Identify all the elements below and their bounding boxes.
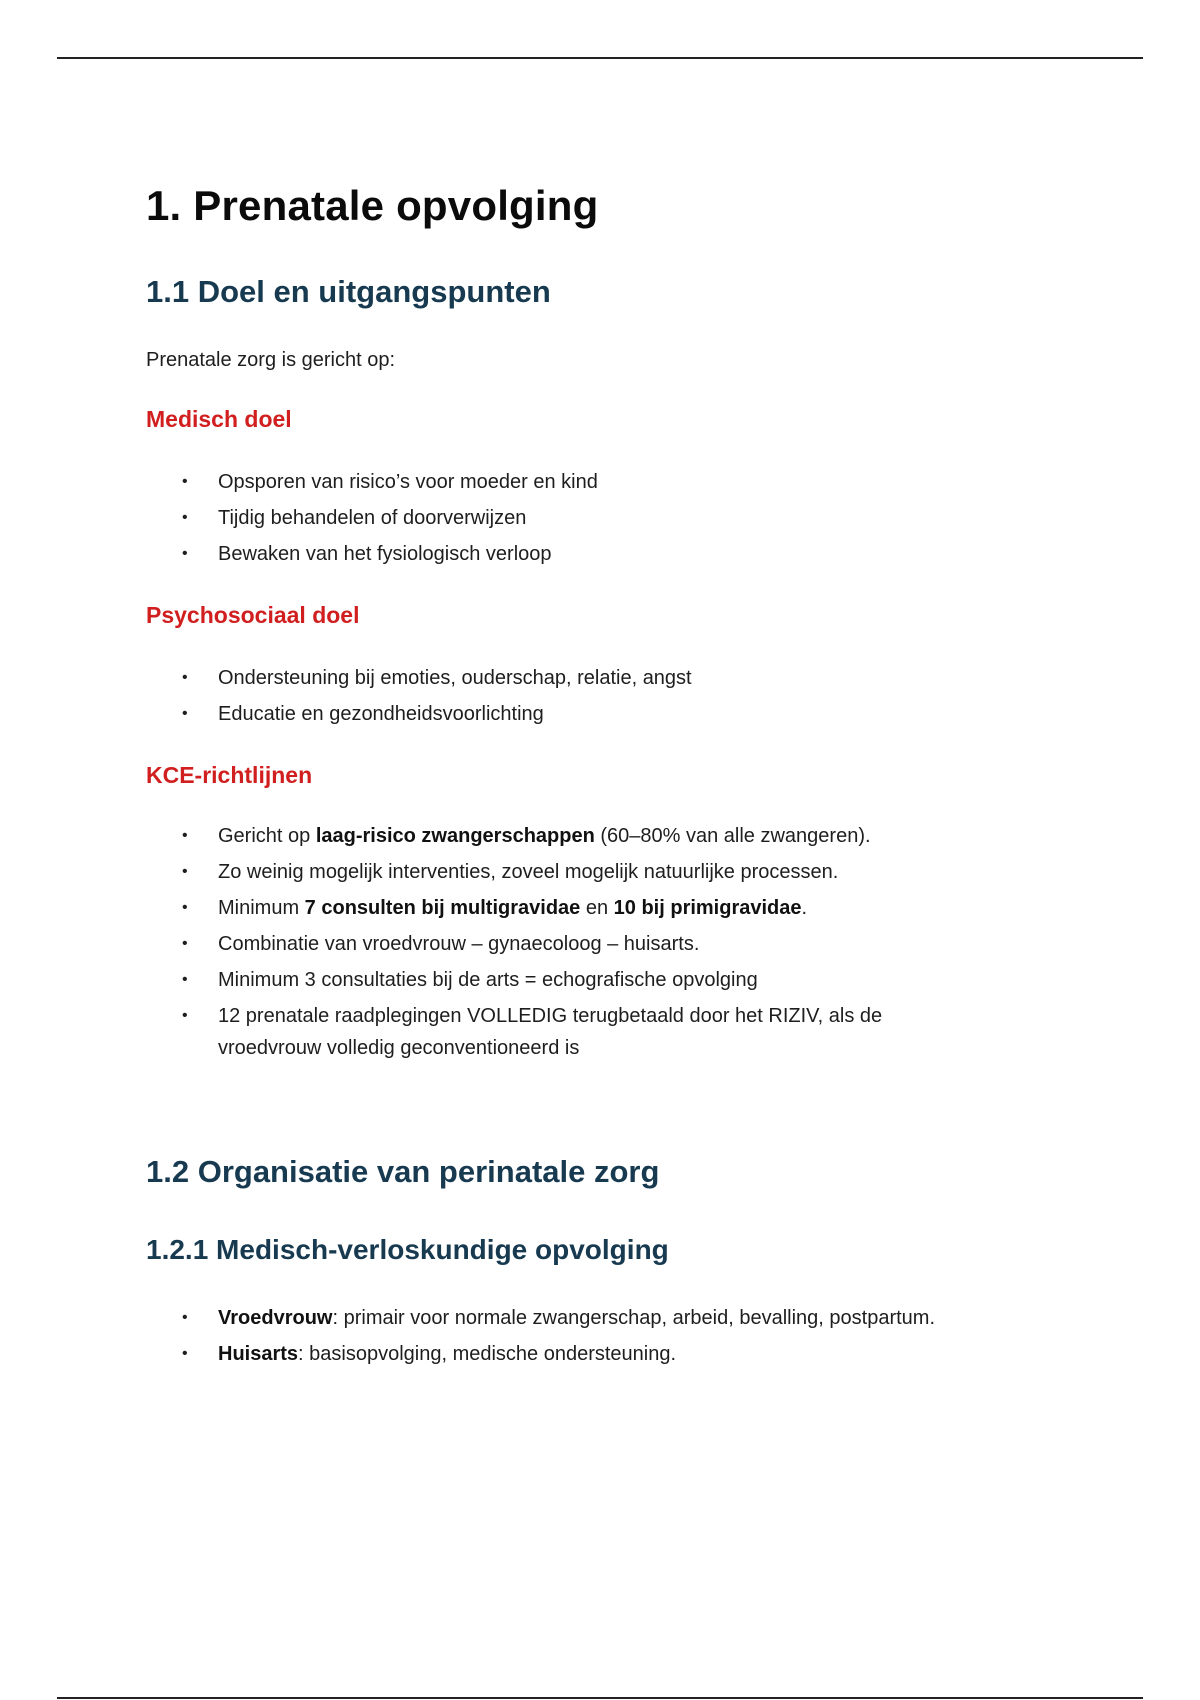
- bullet-icon: •: [182, 1007, 188, 1024]
- subheading-kce-richtlijnen: KCE-richtlijnen: [146, 762, 313, 788]
- bullet-icon: •: [182, 935, 188, 952]
- list-item: • Minimum 3 consultaties bij de arts = echografische opvolging: [146, 962, 1106, 998]
- bullet-icon: •: [182, 705, 188, 722]
- subsection-heading-1-2-1: 1.2.1 Medisch-verloskundige opvolging: [146, 1234, 669, 1265]
- intro-paragraph: Prenatale zorg is gericht op:: [146, 349, 396, 371]
- bullet-icon: •: [182, 971, 188, 988]
- bullet-icon: •: [182, 827, 188, 844]
- list-item: • Gericht op laag-risico zwangerschappen (60–80% van alle zwangeren).: [146, 818, 1106, 854]
- list-item: • Minimum 7 consulten bij multigravidae en 10 bij primigravidae.: [146, 890, 1106, 926]
- list-item: • Tijdig behandelen of doorverwijzen: [146, 500, 1106, 536]
- medisch-doel-list: [146, 464, 1106, 572]
- list-item: • Huisarts: basisopvolging, medische ondersteuning.: [146, 1336, 1106, 1372]
- list-item: • Combinatie van vroedvrouw – gynaecoloog – huisarts.: [146, 926, 1106, 962]
- list-item: • 12 prenatale raadplegingen VOLLEDIG terugbetaald door het RIZIV, als de vroedvrouw volledig geconventioneerd is: [146, 998, 1106, 1064]
- bullet-icon: •: [182, 473, 188, 490]
- subheading-medisch-doel: Medisch doel: [146, 406, 292, 432]
- list-item: • Opsporen van risico’s voor moeder en kind: [146, 464, 1106, 500]
- medisch-verloskundige-list: [146, 1300, 1106, 1372]
- page-bottom-rule: [57, 1697, 1143, 1699]
- list-item: • Vroedvrouw: primair voor normale zwangerschap, arbeid, bevalling, postpartum.: [146, 1300, 1106, 1336]
- section-heading-1-1: 1.1 Doel en uitgangspunten: [146, 274, 551, 309]
- kce-richtlijnen-list: [146, 818, 1106, 1064]
- bullet-icon: •: [182, 669, 188, 686]
- bullet-icon: •: [182, 1345, 188, 1362]
- psychosociaal-doel-list: [146, 660, 1106, 732]
- list-item: • Zo weinig mogelijk interventies, zoveel mogelijk natuurlijke processen.: [146, 854, 1106, 890]
- list-item: • Ondersteuning bij emoties, ouderschap, relatie, angst: [146, 660, 1106, 696]
- list-item: • Bewaken van het fysiologisch verloop: [146, 536, 1106, 572]
- page-top-rule: [57, 57, 1143, 59]
- bullet-icon: •: [182, 1309, 188, 1326]
- list-item: • Educatie en gezondheidsvoorlichting: [146, 696, 1106, 732]
- bullet-icon: •: [182, 899, 188, 916]
- bullet-icon: •: [182, 863, 188, 880]
- page-title: 1. Prenatale opvolging: [146, 182, 599, 229]
- bullet-icon: •: [182, 509, 188, 526]
- bullet-icon: •: [182, 545, 188, 562]
- section-heading-1-2: 1.2 Organisatie van perinatale zorg: [146, 1154, 660, 1189]
- document-body: [146, 178, 1106, 1372]
- subheading-psychosociaal-doel: Psychosociaal doel: [146, 602, 360, 628]
